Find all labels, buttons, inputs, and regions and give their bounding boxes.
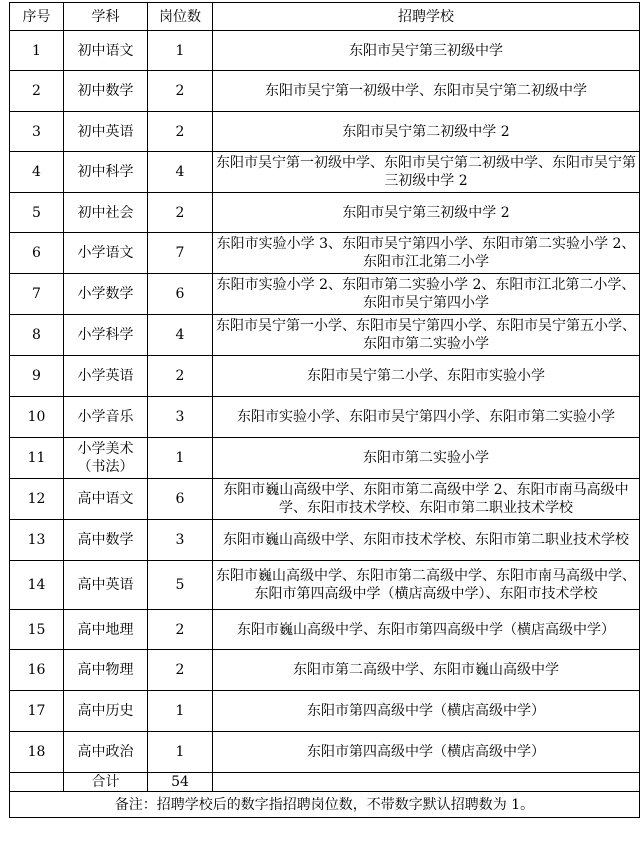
row-schools: 东阳市吴宁第三初级中学 [213,31,640,71]
row-count: 5 [148,561,213,610]
table-row [10,274,640,315]
row-count: 2 [148,610,213,650]
row-count: 6 [148,274,213,315]
table-row [10,561,640,610]
row-no: 7 [10,274,64,315]
row-schools: 东阳市吴宁第一小学、东阳市吴宁第四小学、东阳市吴宁第五小学、东阳市第二实验小学 [213,315,640,356]
row-no: 11 [10,438,64,479]
row-schools: 东阳市巍山高级中学、东阳市第四高级中学（横店高级中学） [213,610,640,650]
row-subject: 小学科学 [64,315,148,356]
row-no: 10 [10,397,64,438]
row-count: 2 [148,356,213,397]
note-row [10,792,640,818]
row-subject: 高中物理 [64,650,148,691]
row-no: 6 [10,233,64,274]
row-schools: 东阳市实验小学 2、东阳市第二实验小学 2、东阳市江北第二小学、东阳市吴宁第四小学 [213,274,640,315]
table-row [10,650,640,691]
row-subject: 初中科学 [64,152,148,193]
row-count: 1 [148,691,213,732]
row-subject: 高中语文 [64,479,148,520]
row-schools: 东阳市吴宁第一初级中学、东阳市吴宁第二初级中学、东阳市吴宁第三初级中学 2 [213,152,640,193]
row-count: 1 [148,31,213,71]
row-subject: 高中英语 [64,561,148,610]
note-text: 备注：招聘学校后的数字指招聘岗位数，不带数字默认招聘数为 1。 [10,792,640,818]
row-schools: 东阳市巍山高级中学、东阳市技术学校、东阳市第二职业技术学校 [213,520,640,561]
table-row [10,732,640,773]
row-count: 2 [148,650,213,691]
row-count: 3 [148,397,213,438]
row-subject: 初中数学 [64,71,148,112]
row-schools: 东阳市实验小学 3、东阳市吴宁第四小学、东阳市第二实验小学 2、东阳市江北第二小学 [213,233,640,274]
table-row [10,691,640,732]
table-row [10,479,640,520]
row-schools: 东阳市第四高级中学（横店高级中学） [213,691,640,732]
total-no [10,773,64,792]
row-subject: 小学数学 [64,274,148,315]
row-no: 17 [10,691,64,732]
header-subject: 学科 [64,3,148,31]
table-row [10,610,640,650]
header-no: 序号 [10,3,64,31]
row-count: 2 [148,193,213,233]
row-no: 9 [10,356,64,397]
row-count: 4 [148,152,213,193]
table-row [10,112,640,152]
row-subject: 初中语文 [64,31,148,71]
table-body [10,31,640,773]
total-schools [213,773,640,792]
row-subject: 初中英语 [64,112,148,152]
row-count: 4 [148,315,213,356]
row-subject: 小学语文 [64,233,148,274]
row-schools: 东阳市巍山高级中学、东阳市第二高级中学 2、东阳市南马高级中学、东阳市技术学校、东阳市第二职业技术学校 [213,479,640,520]
row-count: 1 [148,732,213,773]
row-no: 3 [10,112,64,152]
row-count: 3 [148,520,213,561]
row-subject: 小学美术（书法） [64,438,148,479]
row-no: 8 [10,315,64,356]
row-schools: 东阳市吴宁第二小学、东阳市实验小学 [213,356,640,397]
table-row [10,152,640,193]
row-subject: 高中地理 [64,610,148,650]
total-row [10,773,640,792]
row-schools: 东阳市第四高级中学（横店高级中学） [213,732,640,773]
row-schools: 东阳市吴宁第二初级中学 2 [213,112,640,152]
row-schools: 东阳市吴宁第一初级中学、东阳市吴宁第二初级中学 [213,71,640,112]
row-no: 18 [10,732,64,773]
table-row [10,233,640,274]
row-count: 2 [148,71,213,112]
row-subject: 高中数学 [64,520,148,561]
total-label: 合计 [64,773,148,792]
row-schools: 东阳市第二高级中学、东阳市巍山高级中学 [213,650,640,691]
recruitment-table [9,2,640,818]
row-no: 5 [10,193,64,233]
total-count: 54 [148,773,213,792]
row-no: 12 [10,479,64,520]
row-schools: 东阳市吴宁第三初级中学 2 [213,193,640,233]
row-no: 13 [10,520,64,561]
row-no: 15 [10,610,64,650]
table-row [10,397,640,438]
header-row [10,3,640,31]
row-count: 6 [148,479,213,520]
table-row [10,193,640,233]
row-no: 1 [10,31,64,71]
row-no: 2 [10,71,64,112]
row-subject: 初中社会 [64,193,148,233]
row-no: 4 [10,152,64,193]
row-count: 1 [148,438,213,479]
table-row [10,438,640,479]
row-no: 16 [10,650,64,691]
row-count: 2 [148,112,213,152]
table-row [10,31,640,71]
row-no: 14 [10,561,64,610]
row-schools: 东阳市第二实验小学 [213,438,640,479]
row-subject: 小学英语 [64,356,148,397]
row-subject: 小学音乐 [64,397,148,438]
table-row [10,356,640,397]
table-row [10,71,640,112]
row-count: 7 [148,233,213,274]
row-subject: 高中历史 [64,691,148,732]
table-row [10,315,640,356]
row-schools: 东阳市实验小学、东阳市吴宁第四小学、东阳市第二实验小学 [213,397,640,438]
row-subject: 高中政治 [64,732,148,773]
row-schools: 东阳市巍山高级中学、东阳市第二高级中学、东阳市南马高级中学、东阳市第四高级中学（横店高级中学）、东阳市技术学校 [213,561,640,610]
header-schools: 招聘学校 [213,3,640,31]
header-count: 岗位数 [148,3,213,31]
table-row [10,520,640,561]
